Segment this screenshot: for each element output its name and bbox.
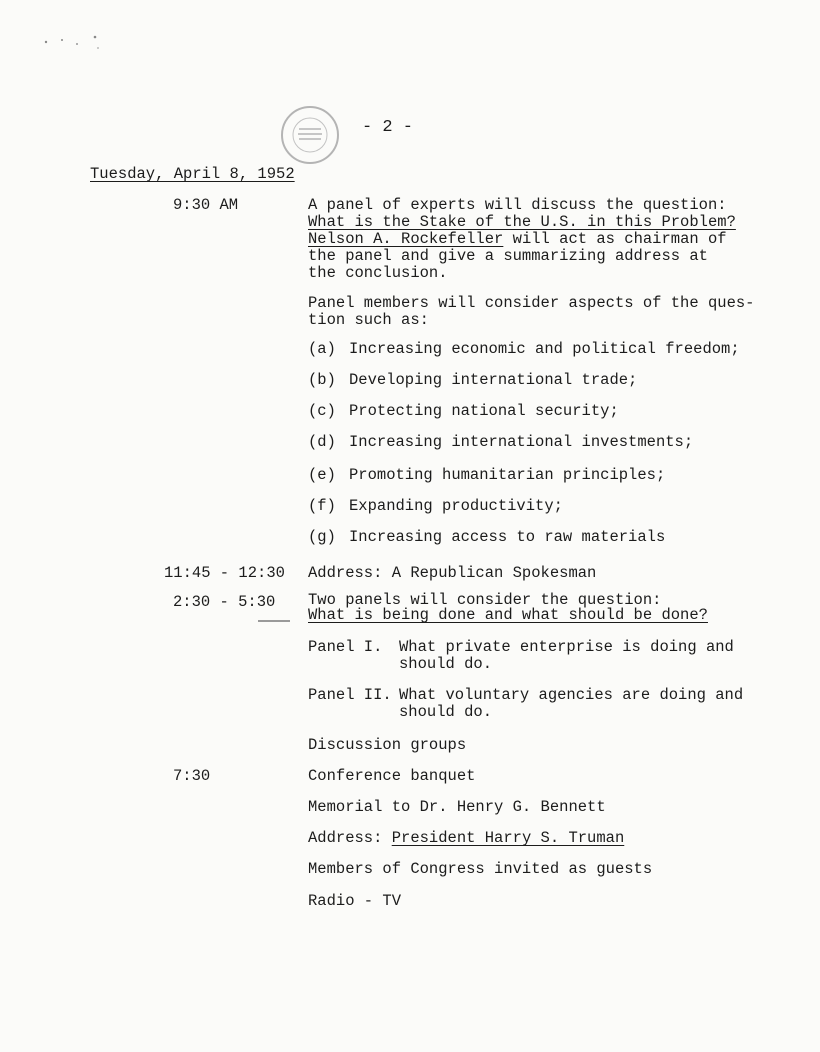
aspect-letter: (e) — [308, 466, 336, 484]
chair-text: the panel and give a summarizing address at — [308, 247, 708, 265]
aspect-letter: (g) — [308, 528, 336, 546]
aspect-text: Increasing access to raw materials — [349, 528, 666, 546]
panel-text: should do. — [399, 703, 493, 721]
session-time: 11:45 - 12:30 — [164, 564, 285, 582]
date-heading: Tuesday, April 8, 1952 — [90, 165, 295, 183]
members-text: tion such as: — [308, 311, 429, 329]
panel-text: should do. — [399, 655, 493, 673]
paper-specks — [40, 28, 120, 58]
aspect-text: Increasing economic and political freedom; — [349, 340, 740, 358]
session-question: What is the Stake of the U.S. in this Problem? — [308, 213, 736, 231]
panel-label: Panel I. — [308, 638, 383, 656]
aspect-text: Expanding productivity; — [349, 497, 563, 515]
aspect-text: Increasing international investments; — [349, 433, 694, 451]
aspect-letter: (b) — [308, 371, 336, 389]
aspect-letter: (d) — [308, 433, 336, 451]
aspect-text: Promoting humanitarian principles; — [349, 466, 666, 484]
session-text: Address: A Republican Spokesman — [308, 564, 597, 582]
session-time: 9:30 AM — [173, 196, 239, 214]
banquet-text: Conference banquet — [308, 767, 476, 785]
aspect-letter: (a) — [308, 340, 336, 358]
discussion-text: Discussion groups — [308, 736, 467, 754]
chair-text: the conclusion. — [308, 264, 448, 282]
session-time: 2:30 - 5:30 — [173, 593, 276, 611]
aspect-letter: (c) — [308, 402, 336, 420]
memorial-text: Memorial to Dr. Henry G. Bennett — [308, 798, 606, 816]
pencil-mark — [258, 620, 290, 622]
panel-text: What private enterprise is doing and — [399, 638, 734, 656]
page-number: - 2 - — [362, 118, 414, 137]
radio-text: Radio - TV — [308, 892, 402, 910]
panel-text: What voluntary agencies are doing and — [399, 686, 744, 704]
session-question: What is being done and what should be done? — [308, 606, 708, 624]
panel-label: Panel II. — [308, 686, 392, 704]
chair-name: Nelson A. Rockefeller — [308, 230, 504, 248]
library-seal-icon — [281, 106, 339, 164]
aspect-letter: (f) — [308, 497, 336, 515]
address-label: Address: — [308, 829, 392, 847]
aspect-text: Protecting national security; — [349, 402, 619, 420]
address-name: President Harry S. Truman — [391, 829, 625, 847]
guests-text: Members of Congress invited as guests — [308, 860, 653, 878]
address-line — [308, 829, 624, 848]
chair-text: will act as chairman of — [503, 230, 727, 248]
session-time: 7:30 — [173, 767, 211, 785]
session-intro: A panel of experts will discuss the question: — [308, 196, 727, 214]
session-intro: Two panels will consider the question: — [308, 591, 662, 609]
members-text: Panel members will consider aspects of the ques- — [308, 294, 755, 312]
aspect-text: Developing international trade; — [349, 371, 638, 389]
